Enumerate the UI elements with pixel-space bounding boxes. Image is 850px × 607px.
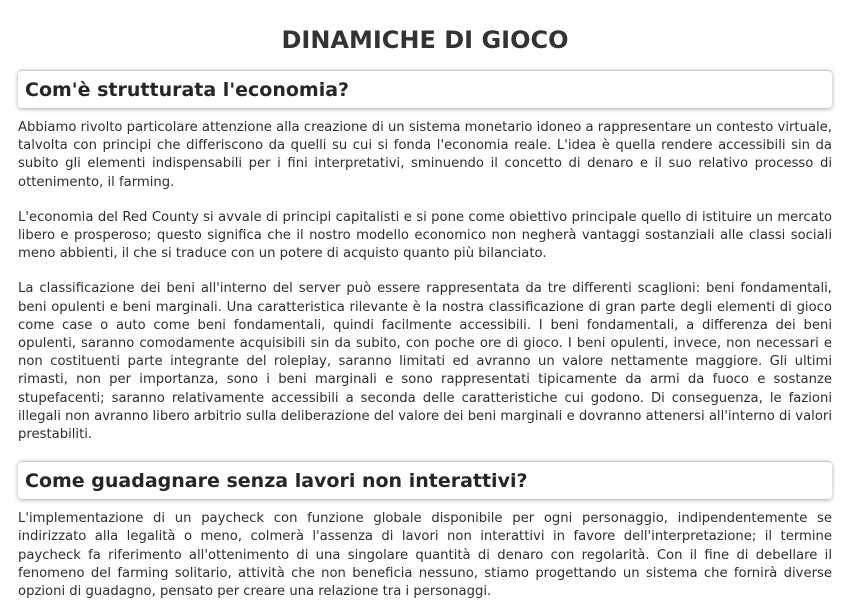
- paragraph: La classificazione dei beni all'interno del server può essere rappresentata da tre differenti scaglioni: beni fondamentali, beni opulenti e beni marginali. Una caratteristica rilevante è la nostra classificazione di gran parte degli elementi di gioco come case o auto come beni fondamentali, quindi facilmente accessibili. I beni fondamentali, a differenza dei beni opulenti, saranno comodamente acquisibili sin da subito, con poche ore di gioco. I beni opulenti, invece, non necessari e non costituenti parte integrante del roleplay, saranno limitati ed avranno un valore nettamente maggiore. Gli ultimi rimasti, non per importanza, sono i beni marginali e sono rappresentati tipicamente da armi da fuoco e sostanze stupefacenti; saranno relativamente accessibili a seconda delle caratteristiche cui godono. Di conseguenza, le fazioni illegali non avranno libero arbitrio sulla deliberazione del valore dei beni marginali e dovranno attenersi all'interno di valori prestabiliti.: [18, 281, 832, 443]
- section-heading: Com'è strutturata l'economia?: [25, 78, 350, 101]
- section-header: [18, 461, 832, 499]
- page-title: DINAMICHE DI GIOCO: [281, 26, 569, 54]
- paragraph: Abbiamo rivolto particolare attenzione alla creazione di un sistema monetario idoneo a rappresentare un contesto virtuale, talvolta con principi che differiscono da quelli su cui si fonda l'economia reale. L'idea è quella rendere accessibili sin da subito gli elementi indispensabili per i fini interpretativi, sminuendo il concetto di denaro e il suo relativo processo di ottenimento, il farming.: [18, 120, 832, 190]
- paragraph: L'economia del Red County si avvale di principi capitalisti e si pone come obiettivo principale quello di istituire un mercato libero e prosperoso; questo significa che il nostro modello economico non negherà vantaggi sostanziali alle classi sociali meno abbienti, il che si traduce con un potere di acquisto quanto più bilanciato.: [18, 209, 832, 262]
- section-header: [18, 70, 832, 108]
- section-heading: Come guadagnare senza lavori non interattivi?: [25, 469, 528, 492]
- section-earning-without-jobs: [18, 461, 832, 601]
- paragraph: L'implementazione di un paycheck con funzione globale disponibile per ogni personaggio, indipendentemente se indirizzato alla legalità o meno, colmerà l'assenza di lavori non interattivi in favore dell'interpretazione; il termine paycheck fa riferimento all'ottenimento di una singolare quantità di denaro con regolarità. Con il fine di debellare il fenomeno del farming solitario, attività che non beneficia nessuno, stiamo progettando un sistema che fornirà diverse opzioni di guadagno, pensato per creare una relazione tra i personaggi.: [18, 511, 832, 600]
- section-economy-structure: [18, 70, 832, 444]
